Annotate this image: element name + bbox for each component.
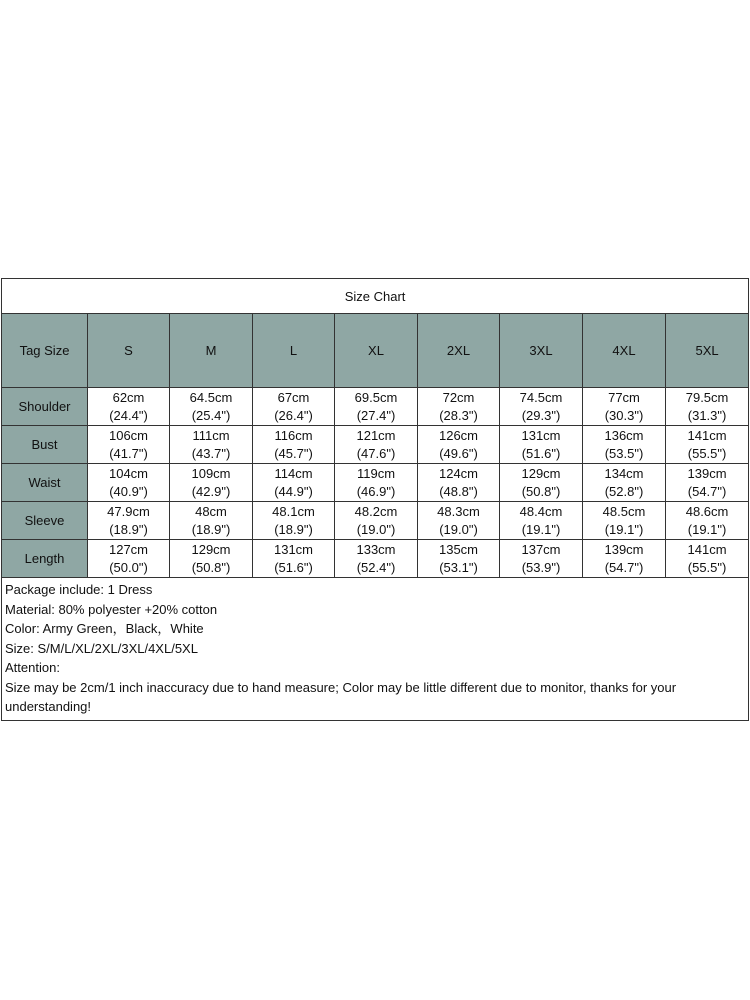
value-inch: (41.7"): [109, 445, 148, 461]
measurement-cell: [500, 502, 583, 540]
value-cm: 62cm: [112, 389, 145, 405]
measurement-cell: [88, 502, 170, 540]
size-header-s: S: [88, 314, 170, 388]
value-inch: (55.5"): [687, 445, 727, 461]
value-inch: (53.9"): [521, 559, 561, 575]
value-inch: (52.8"): [604, 483, 644, 499]
value-cm: 131cm: [521, 427, 561, 443]
measurement-cell: [253, 502, 335, 540]
value-inch: (51.6"): [521, 445, 561, 461]
measurement-cell: [335, 388, 418, 426]
value-inch: (27.4"): [356, 407, 396, 423]
value-cm: 139cm: [604, 541, 644, 557]
size-header-xl: XL: [335, 314, 418, 388]
measurement-cell: [170, 502, 253, 540]
value-inch: (25.4"): [191, 407, 231, 423]
measurement-cell: [666, 502, 749, 540]
row-label: Sleeve: [2, 502, 88, 540]
value-cm: 119cm: [356, 465, 396, 481]
value-inch: (19.1"): [604, 521, 644, 537]
value-inch: (28.3"): [439, 407, 478, 423]
measurement-cell: [88, 426, 170, 464]
measurement-cell: [170, 464, 253, 502]
measurement-cell: [583, 540, 666, 578]
row-label: Bust: [2, 426, 88, 464]
value-cm: 133cm: [356, 541, 396, 557]
measurement-cell: [418, 502, 500, 540]
value-cm: 111cm: [192, 427, 230, 443]
measurement-cell: [253, 426, 335, 464]
value-inch: (46.9"): [356, 483, 396, 499]
value-inch: (50.8"): [521, 483, 561, 499]
value-cm: 104cm: [108, 465, 149, 481]
value-cm: 114cm: [274, 465, 313, 481]
value-inch: (50.8"): [191, 559, 231, 575]
measurement-cell: [88, 540, 170, 578]
value-cm: 134cm: [604, 465, 644, 481]
product-notes: [2, 578, 749, 721]
value-cm: 77cm: [608, 389, 640, 405]
value-cm: 135cm: [438, 541, 479, 557]
value-cm: 48.5cm: [602, 503, 646, 519]
measurement-cell: [500, 426, 583, 464]
measurement-cell: [335, 464, 418, 502]
value-cm: 48.3cm: [437, 503, 480, 519]
value-cm: 137cm: [521, 541, 561, 557]
size-chart-title: Size Chart: [2, 279, 749, 314]
measurement-cell: [418, 464, 500, 502]
value-cm: 116cm: [274, 427, 313, 443]
value-inch: (18.9"): [274, 521, 313, 537]
note-line: Size may be 2cm/1 inch inaccuracy due to hand measure; Color may be little different due to monitor, thanks for your understanding!: [5, 679, 677, 714]
value-inch: (52.4"): [356, 559, 396, 575]
measurement-cell: [583, 502, 666, 540]
measurement-row-shoulder: [2, 388, 749, 426]
value-cm: 64.5cm: [189, 389, 233, 405]
value-cm: 48.2cm: [354, 503, 398, 519]
size-header-5xl: 5XL: [666, 314, 749, 388]
value-inch: (48.8"): [439, 483, 478, 499]
value-inch: (19.1"): [521, 521, 561, 537]
value-cm: 129cm: [191, 541, 231, 557]
value-cm: 72cm: [442, 389, 475, 405]
value-inch: (19.0"): [439, 521, 478, 537]
measurement-cell: [500, 464, 583, 502]
value-inch: (24.4"): [109, 407, 148, 423]
measurement-cell: [170, 426, 253, 464]
value-cm: 139cm: [687, 465, 727, 481]
note-line: Size: S/M/L/XL/2XL/3XL/4XL/5XL: [5, 640, 198, 656]
note-line: Material: 80% polyester +20% cotton: [5, 601, 218, 617]
value-cm: 126cm: [438, 427, 479, 443]
measurement-cell: [335, 540, 418, 578]
value-inch: (18.9"): [109, 521, 148, 537]
value-cm: 109cm: [191, 465, 231, 481]
value-cm: 69.5cm: [354, 389, 398, 405]
value-inch: (31.3"): [687, 407, 727, 423]
measurement-cell: [666, 540, 749, 578]
value-cm: 106cm: [108, 427, 149, 443]
value-inch: (53.1"): [439, 559, 478, 575]
value-cm: 127cm: [108, 541, 149, 557]
measurement-cell: [583, 388, 666, 426]
value-inch: (19.0"): [356, 521, 396, 537]
note-line: Package include: 1 Dress: [5, 582, 153, 597]
value-cm: 131cm: [273, 541, 314, 557]
measurement-cell: [253, 464, 335, 502]
row-label: Waist: [2, 464, 88, 502]
size-header-2xl: 2XL: [418, 314, 500, 388]
value-inch: (44.9"): [274, 483, 313, 499]
value-inch: (54.7"): [604, 559, 644, 575]
measurement-cell: [253, 540, 335, 578]
value-inch: (18.9"): [191, 521, 231, 537]
measurement-cell: [88, 464, 170, 502]
value-inch: (51.6"): [274, 559, 313, 575]
value-cm: 141cm: [687, 541, 727, 557]
measurement-cell: [666, 464, 749, 502]
value-inch: (53.5"): [604, 445, 644, 461]
value-cm: 136cm: [604, 427, 644, 443]
measurement-cell: [666, 426, 749, 464]
value-cm: 47.9cm: [107, 503, 150, 519]
tag-size-label: Tag Size: [2, 314, 88, 388]
note-line: Color: Army Green，Black，White: [5, 621, 204, 636]
measurement-cell: [170, 540, 253, 578]
value-inch: (19.1"): [687, 521, 727, 537]
measurement-row-waist: [2, 464, 749, 502]
notes-row: [2, 578, 749, 721]
measurement-cell: [88, 388, 170, 426]
value-cm: 48.6cm: [685, 503, 729, 519]
size-chart-table: [1, 278, 749, 721]
value-inch: (26.4"): [274, 407, 313, 423]
measurement-cell: [500, 540, 583, 578]
value-inch: (55.5"): [687, 559, 727, 575]
measurement-cell: [335, 426, 418, 464]
size-header-4xl: 4XL: [583, 314, 666, 388]
measurement-cell: [418, 540, 500, 578]
value-inch: (40.9"): [109, 483, 148, 499]
value-cm: 121cm: [356, 427, 396, 443]
measurement-cell: [500, 388, 583, 426]
value-inch: (43.7"): [191, 445, 231, 461]
measurement-cell: [666, 388, 749, 426]
measurement-row-bust: [2, 426, 749, 464]
value-cm: 141cm: [687, 427, 727, 443]
note-line: Attention:: [5, 660, 60, 675]
measurement-row-length: [2, 540, 749, 578]
measurement-cell: [583, 464, 666, 502]
value-cm: 48.4cm: [519, 503, 563, 519]
value-inch: (54.7"): [687, 483, 727, 499]
value-inch: (29.3"): [521, 407, 561, 423]
value-inch: (50.0"): [109, 559, 148, 575]
value-cm: 67cm: [277, 389, 310, 405]
value-cm: 74.5cm: [519, 389, 563, 405]
measurement-cell: [335, 502, 418, 540]
value-inch: (47.6"): [356, 445, 396, 461]
row-label: Shoulder: [2, 388, 88, 426]
size-header-3xl: 3XL: [500, 314, 583, 388]
measurement-row-sleeve: [2, 502, 749, 540]
size-header-l: L: [253, 314, 335, 388]
value-cm: 79.5cm: [685, 389, 729, 405]
measurement-cell: [583, 426, 666, 464]
value-cm: 124cm: [438, 465, 479, 481]
value-inch: (42.9"): [191, 483, 231, 499]
value-inch: (30.3"): [604, 407, 644, 423]
value-cm: 48cm: [195, 503, 227, 519]
measurement-cell: [253, 388, 335, 426]
measurement-cell: [418, 426, 500, 464]
size-header-m: M: [170, 314, 253, 388]
value-cm: 48.1cm: [272, 503, 315, 519]
row-label: Length: [2, 540, 88, 578]
header-row: [2, 314, 749, 388]
value-cm: 129cm: [521, 465, 561, 481]
value-inch: (49.6"): [439, 445, 478, 461]
measurement-cell: [170, 388, 253, 426]
value-inch: (45.7"): [274, 445, 313, 461]
measurement-cell: [418, 388, 500, 426]
